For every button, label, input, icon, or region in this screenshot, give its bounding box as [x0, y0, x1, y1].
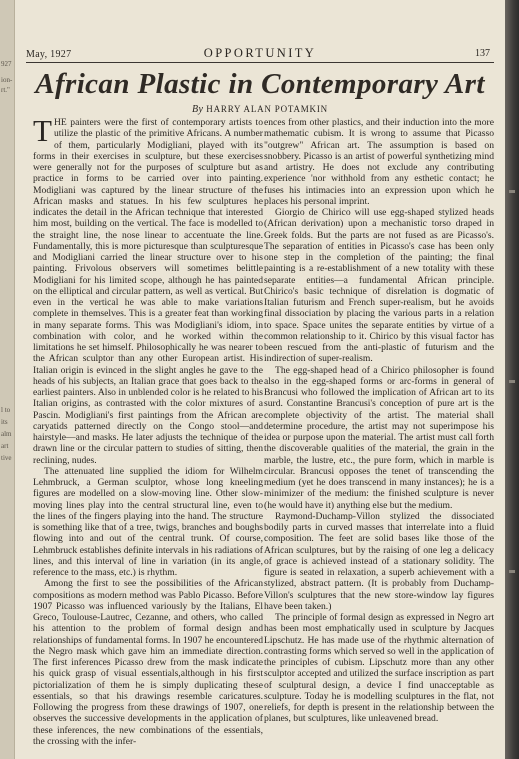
previous-page-fragment: rt."	[1, 86, 10, 94]
spine-mark	[509, 190, 515, 193]
magazine-title: OPPORTUNITY	[203, 46, 317, 60]
left-column	[33, 113, 263, 747]
paragraph-text: Raymond-Duchamp-Villon stylized the dissociated bodily parts in curved masses that interrelate into a fluid composition. The feet are solid bases like those of the African sculptures, but by the raising of one leg a delicacy of grace is achieved instead of a stationary solidity. The figure is seated in relaxation, a superb achievement with a stylized, abstract pattern. (It is probably from Duchamp-Villon's sculptures that the new store-window lay figures have been taken.)	[264, 510, 494, 612]
byline	[26, 104, 494, 115]
paragraph	[33, 113, 263, 466]
previous-page-fragment: its	[1, 418, 8, 426]
paragraph-text: Among the first to see the possibilities of the African compositions as modern method was Pablo Picasso. Before 1907 Picasso was influenced variously by the Italians, El Greco, Toulouse-Lautrec, Cezanne, and others, who called his attention to the problem of formal design and relationships of fundamental forms. In 1907 he encountered the Negro mask which gave him an immediate direction. The first inferences Picasso drew from the mask indicate his quick grasp of visual essentials,although in his first pictorialization of them he is simply duplicating these essentials, so that his drawings resemble caricatures. Following the progress from these drawings of 1907, one observes the successive developments in the application of these inferences, the new combinations of the essentials, the crossing with the infer-	[33, 578, 263, 747]
paragraph-text: The egg-shaped head of a Chirico philosopher is found also in the egg-shaped forms or arc-forms in general of Brancusi who followed the implication of African art to its surd. Constantine Brancusi's conception of pure art is the complete objectivity of the artist. The material shall determine procedure, the artist may not superimpose his idea or purpose upon the material. The artist must call forth the discoverable qualities of the material, the grain in the marble, the lustre, etc., the pure form, which in marble is circular. Brancusi opposes the tenet of transcending the medium (yet he does transcend in many instances); he is a minimizer of the medium: the finished sculpture is never (he would have it) anything else but the medium.	[264, 364, 494, 511]
paragraph	[33, 466, 263, 579]
issue-date: May, 1927	[26, 49, 72, 60]
paragraph-text: The principle of formal design as expressed in Negro art has been most emphatically used in sculpture by Jacques Lipschutz. He has made use of the rhythmic alternation of contrasting forms which served so well in the application of the principles of cubism. Lipschutz more than any other sculptor accepted and utilized the surface inscription as part of sculptural design, a device I find unacceptable as sculpture. Today he is modelling sculptures in the flat, not reliefs, for depth is present in the relationship between the planes, but sculptures, like unleavened bread.	[264, 612, 494, 725]
paragraph	[264, 511, 494, 612]
paragraph	[264, 612, 494, 725]
binding-spine	[505, 0, 519, 759]
previous-page-fragment: l to	[1, 406, 11, 414]
right-column	[264, 117, 494, 725]
previous-page-fragment: 927	[1, 60, 12, 68]
article-title: African Plastic in Contemporary Art	[35, 68, 485, 100]
page-number: 137	[475, 48, 490, 59]
previous-page-fragment: ion-	[1, 76, 13, 84]
previous-page-fragment: art	[1, 442, 9, 450]
paragraph-text: HE painters were the first of contemporary artists to utilize the plastic of the primitive Africans. A number of them, particularly Modigliani, played with its forms in their exercises in sculpture, but these exercises were generally not for the purposes of sculpture but as practice in forms to be carried over into painting. Modigliani was captured by the linear structure of the African masks and statues. In his few sculptures he indicates the detail in the African technique that interested him most, building on the vertical. The face is modelled to the straight line, the nose linear to accentuate the line. Fundamentally, this is more picturesque than sculpturesque and Modigliani carried the linear structure over to his painting. Frivolous observers will sometimes belittle Modigliani for his limited scope, although he has painted on the elliptical and circular pattern, as well as vertical. But even in the vertical he was able to make variations complete in themselves. This is a greater feat than working in many separate forms. This was Modigliani's idiom, in combination with color, and he worked within the limitations he set himself. Philosophically he was nearer to the African sculptor than any other European artist. His Italian origin is evinced in the slight angles he gave to the heads of his subjects, an Italian grace that goes back to the earliest painters. Also in unblended color is he related to his Italian origins, as contrasted with the color mixtures of a Pascin. Modigliani's first paintings from the African are caryatids patterned directly on the Congo stool—and hairstyle—and masks. He later adjusts the technique of the drawn line or the circular pattern to studies of sitting, then reclining, nudes.	[33, 117, 263, 466]
drop-cap: T	[33, 113, 52, 148]
paragraph-text: Giorgio de Chirico will use egg-shaped stylized heads (African derivation) upon a mechanistic torso draped in Greek folds. But the parts are not fused as are Picasso's. The separation of entities in Picasso's case has been only one step in the completion of the painting; the final painting is a re-establishment of a new totality with these separate entities—a fundamental African principle. Chirico's basic technique of disrelation is dogmatic of Italian futurism and French super-realism, but he avoids final dissociation by placing the various parts in a relation to space. Space unites the separate entities by virtue of a common relationship to it. Chirico by this visual factor has been rescued from the anti-plastic of futurism and the indirection of super-realism.	[264, 207, 494, 365]
paragraph	[264, 117, 494, 207]
running-header	[26, 44, 494, 63]
paragraph	[264, 207, 494, 365]
paragraph	[33, 578, 263, 747]
paragraph-text: ences from other plastics, and their induction into the more mathematic cubism. It is wrong to assume that Picasso "outgrew" African art. The assumption is based on snobbery. Picasso is an artist of powerful synthetizing mind and artistry. He does not exclude any contributing experience 'nor withhold from any esthetic contact; he fuses his intimacies into an expression upon which he places his personal imprint.	[264, 117, 494, 207]
spine-mark	[509, 380, 515, 383]
paragraph-text: The attenuated line supplied the idiom for Wilhelm Lehmbruck, a German sculptor, whose long kneeling figures are modelled on a slow-moving line. Other slow-moving lines play into the central structural line, even to the lines of the fingers playing into the hand. The structure is something like that of a tree, twigs, branches and boughs flowing into and out of the central trunk. Of course, Lehmbruck establishes definite intervals in his radiations of lines, and this interval of line in variation (in its angle, reference to the mass, etc.) is rhythm.	[33, 465, 263, 578]
previous-page-fragment: tive	[1, 454, 12, 462]
spine-mark	[509, 570, 515, 573]
byline-prefix: By	[192, 104, 204, 115]
paragraph	[264, 365, 494, 511]
previous-page-fragment: alm	[1, 430, 12, 438]
previous-page-edge	[0, 0, 15, 759]
author-name: HARRY ALAN POTAMKIN	[206, 104, 328, 114]
